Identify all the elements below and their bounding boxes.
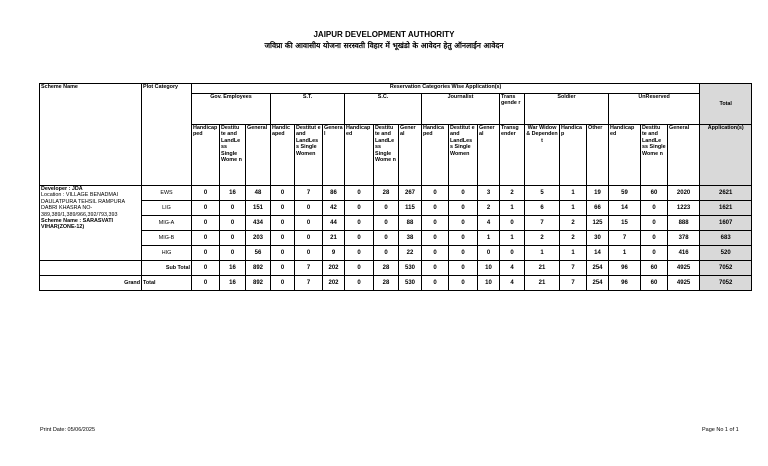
table-cell: 28 [374,186,399,201]
table-cell: 7 [525,216,560,231]
table-cell: 0 [220,246,246,261]
table-cell: 0 [422,201,449,216]
table-cell: 88 [399,216,422,231]
grandtotal-cell: 21 [525,276,560,291]
plot-category-cell: HIG [142,246,192,261]
table-cell: 1 [478,231,500,246]
sub-soldier-other: Other [587,125,609,186]
table-cell: 2 [478,201,500,216]
table-cell: 0 [220,216,246,231]
subtotal-cell: 892 [246,261,271,276]
table-cell: 0 [345,216,374,231]
sub-soldier-handicap: Handica p [560,125,587,186]
table-cell: 3 [478,186,500,201]
reservation-title: Reservation Categories Wise Application(s) [192,84,700,94]
subtotal-cell: 7 [560,261,587,276]
table-cell: 416 [668,246,700,261]
grandtotal-total-cell: 7052 [700,276,752,291]
table-cell: 0 [449,201,478,216]
report-title: JAIPUR DEVELOPMENT AUTHORITY [313,30,455,39]
table-cell: 0 [345,231,374,246]
table-cell: 0 [374,216,399,231]
table-cell: 0 [192,201,220,216]
subtotal-cell: 7 [295,261,323,276]
table-cell: 203 [246,231,271,246]
sub-transgender: Transg ender [500,125,525,186]
table-cell: 0 [271,246,295,261]
sub-sc-general: Gener al [399,125,422,186]
plot-category-cell: MIG-A [142,216,192,231]
subtotal-cell: 10 [478,261,500,276]
plot-category-cell: MIG-B [142,231,192,246]
grandtotal-label-1: Grand [40,276,142,291]
table-cell: 30 [587,231,609,246]
scheme-developer: Developer : JDA [41,186,83,192]
grandtotal-cell: 0 [192,276,220,291]
table-cell: 0 [500,246,525,261]
table-cell: 0 [641,201,668,216]
subtotal-cell: 530 [399,261,422,276]
table-cell: 15 [609,216,641,231]
plot-category-cell: EWS [142,186,192,201]
table-cell: 1 [560,201,587,216]
table-cell: 2020 [668,186,700,201]
sub-journalist-general: Gener al [478,125,500,186]
grandtotal-cell: 0 [422,276,449,291]
sub-unreserved-handicapped: Handicap ed [609,125,641,186]
subtotal-cell: 202 [323,261,345,276]
sub-soldier-war-widow: War Widow & Dependen t [525,125,560,186]
table-cell: 86 [323,186,345,201]
grandtotal-cell: 96 [609,276,641,291]
page-number: Page No 1 of 1 [702,427,739,433]
sub-sc-destitute: Destitu te and LandLe ss Single Wome n [374,125,399,186]
scheme-name: Scheme Name : SARASVATI VIHAR(ZONE-12) [41,218,113,231]
table-cell: 0 [422,231,449,246]
table-cell: 38 [399,231,422,246]
table-cell: 888 [668,216,700,231]
table-cell: 0 [422,186,449,201]
table-cell: 2 [525,231,560,246]
table-cell: 14 [587,246,609,261]
sub-journalist-handicapped: Handica ped [422,125,449,186]
group-unreserved: UnReserved [609,94,700,125]
subtotal-cell: 0 [192,261,220,276]
sub-sc-handicapped: Handicap ed [345,125,374,186]
table-cell: 1 [525,246,560,261]
subtotal-cell: 0 [271,261,295,276]
sub-gov-destitute: Destitu te and LandLe ss Single Wome n [220,125,246,186]
table-cell: 66 [587,201,609,216]
table-cell: 0 [192,246,220,261]
scheme-location: Location : VILLAGE BENADMAI DAULATPURA TEHSIL RAMPURA DABRI KHASRA NO-389,389/1,389/966,392/793,393 [41,192,125,218]
sub-st-general: Genera l [323,125,345,186]
scheme-info [40,186,142,261]
subtotal-blank [40,261,142,276]
table-cell: 9 [323,246,345,261]
table-cell: 0 [271,201,295,216]
table-cell: 267 [399,186,422,201]
table-cell: 56 [246,246,271,261]
table-cell: 0 [345,246,374,261]
total-cell: 1607 [700,216,752,231]
sub-gov-general: General [246,125,271,186]
grandtotal-cell: 7 [560,276,587,291]
table-cell: 0 [449,186,478,201]
grandtotal-cell: 7 [295,276,323,291]
table-cell: 42 [323,201,345,216]
table-cell: 0 [192,216,220,231]
table-cell: 1 [500,201,525,216]
table-cell: 19 [587,186,609,201]
table-cell: 0 [449,216,478,231]
subtotal-cell: 254 [587,261,609,276]
table-cell: 1 [560,186,587,201]
table-cell: 0 [374,231,399,246]
total-cell: 2621 [700,186,752,201]
table-cell: 1 [609,246,641,261]
table-cell: 44 [323,216,345,231]
table-cell: 48 [246,186,271,201]
table-cell: 0 [500,216,525,231]
plot-category-cell: LIG [142,201,192,216]
grandtotal-cell: 4 [500,276,525,291]
table-cell: 125 [587,216,609,231]
table-cell: 0 [422,216,449,231]
subtotal-cell: 60 [641,261,668,276]
grandtotal-cell: 254 [587,276,609,291]
grandtotal-cell: 28 [374,276,399,291]
col-total-applications: Application(s) [700,125,752,186]
subtotal-cell: 4925 [668,261,700,276]
table-cell: 151 [246,201,271,216]
col-plot-category: Plot Category [142,84,192,186]
subtotal-cell: 0 [345,261,374,276]
subtotal-cell: 16 [220,261,246,276]
grandtotal-cell: 4925 [668,276,700,291]
table-cell: 2 [560,231,587,246]
subtotal-cell: 0 [449,261,478,276]
table-cell: 0 [449,246,478,261]
table-cell: 1223 [668,201,700,216]
table-cell: 0 [295,216,323,231]
table-cell: 5 [525,186,560,201]
table-cell: 0 [374,246,399,261]
sub-unreserved-general: General [668,125,700,186]
table-cell: 0 [295,246,323,261]
subtotal-cell: 28 [374,261,399,276]
sub-gov-handicapped: Handicap ped [192,125,220,186]
grandtotal-cell: 892 [246,276,271,291]
total-cell: 1621 [700,201,752,216]
table-cell: 0 [374,201,399,216]
table-cell: 2 [560,216,587,231]
table-cell: 0 [478,246,500,261]
table-cell: 0 [641,246,668,261]
table-cell: 0 [295,201,323,216]
table-cell: 115 [399,201,422,216]
table-cell: 0 [449,231,478,246]
col-scheme-name: Scheme Name [40,84,142,186]
print-date: Print Date: 05/06/2025 [40,427,96,433]
table-cell: 14 [609,201,641,216]
group-soldier: Soldier [525,94,609,125]
table-cell: 6 [525,201,560,216]
table-cell: 21 [323,231,345,246]
table-cell: 0 [345,186,374,201]
sub-st-destitute: Destitut e and LandLes s Single Women [295,125,323,186]
subtotal-cell: 21 [525,261,560,276]
table-cell: 0 [192,231,220,246]
table-cell: 0 [422,246,449,261]
grandtotal-cell: 0 [449,276,478,291]
table-cell: 434 [246,216,271,231]
subtotal-cell: 4 [500,261,525,276]
table-cell: 0 [295,231,323,246]
sub-unreserved-destitute: Destitu te and LandLe ss Single Wome n [641,125,668,186]
group-gov-employees: Gov. Employees [192,94,271,125]
group-sc: S.C. [345,94,422,125]
table-cell: 7 [295,186,323,201]
table-cell: 0 [220,201,246,216]
table-cell: 378 [668,231,700,246]
table-cell: 60 [641,186,668,201]
table-cell: 0 [192,186,220,201]
table-cell: 0 [271,216,295,231]
table-cell: 1 [560,246,587,261]
col-total: Total [700,84,752,125]
table-cell: 1 [500,231,525,246]
grandtotal-cell: 16 [220,276,246,291]
total-cell: 683 [700,231,752,246]
table-cell: 0 [271,186,295,201]
subtotal-total-cell: 7052 [700,261,752,276]
report-subtitle: जविप्रा की आवासीय योजना सरस्वती विहार में भूखंडो के आवेदन हेतु ऑनलाईन आवेदन [264,41,504,50]
subtotal-cell: 0 [422,261,449,276]
group-transgender: Trans gende r [500,94,525,125]
group-journalist: Journalist [422,94,500,125]
grandtotal-cell: 202 [323,276,345,291]
table-cell: 2 [500,186,525,201]
grandtotal-cell: 0 [345,276,374,291]
subtotal-cell: 96 [609,261,641,276]
table-cell: 0 [345,201,374,216]
table-cell: 4 [478,216,500,231]
grandtotal-cell: 10 [478,276,500,291]
grandtotal-cell: 0 [271,276,295,291]
table-cell: 16 [220,186,246,201]
grandtotal-cell: 530 [399,276,422,291]
sub-st-handicapped: Handic aped [271,125,295,186]
grandtotal-label-2: Total [142,276,192,291]
sub-journalist-destitute: Destitut e and LandLes s Single Women [449,125,478,186]
reservation-table [39,83,752,291]
grandtotal-cell: 60 [641,276,668,291]
table-cell: 0 [641,216,668,231]
table-cell: 0 [641,231,668,246]
subtotal-label: Sub Total [142,261,192,276]
table-cell: 22 [399,246,422,261]
table-cell: 0 [271,231,295,246]
table-cell: 59 [609,186,641,201]
total-cell: 520 [700,246,752,261]
group-st: S.T. [271,94,345,125]
table-cell: 0 [220,231,246,246]
table-cell: 7 [609,231,641,246]
